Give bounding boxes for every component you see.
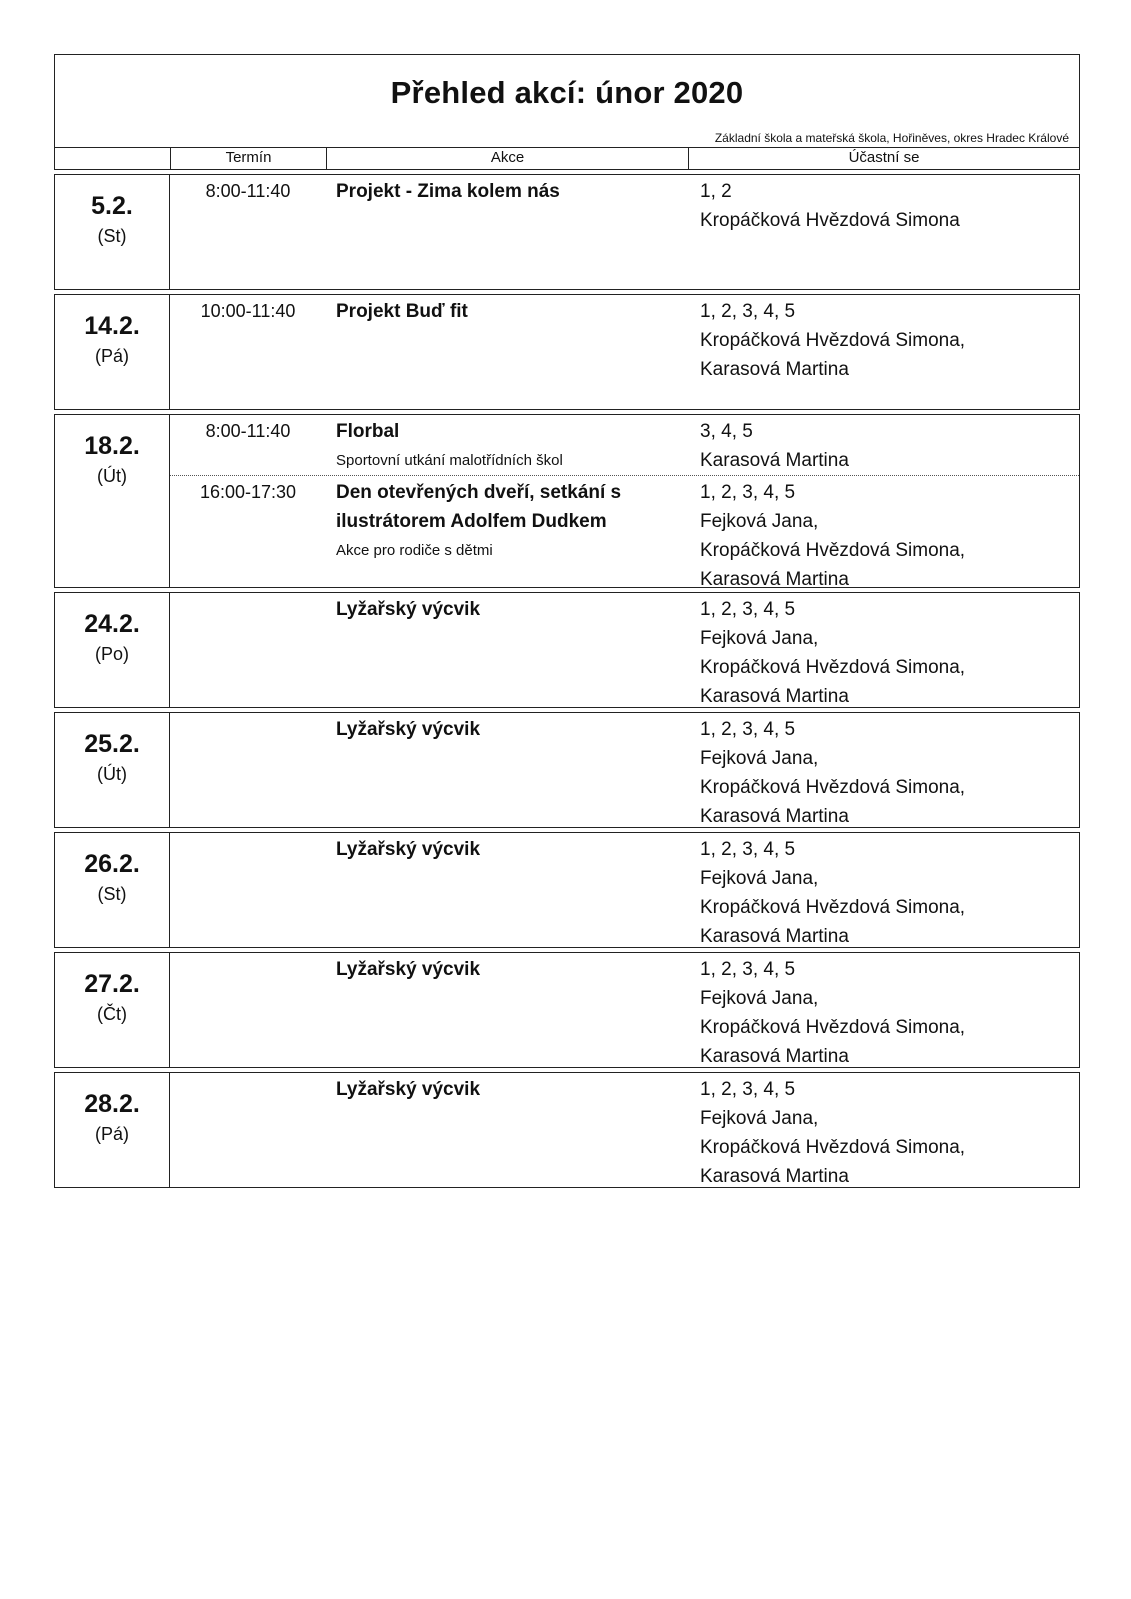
participant-line: Fejková Jana, [700, 868, 819, 889]
date-cell [55, 1073, 170, 1187]
school-name: Základní škola a mateřská škola, Hořiněves, okres Hradec Králové [714, 131, 1069, 145]
date-number: 18.2. [84, 432, 140, 460]
participant-line: 1, 2, 3, 4, 5 [700, 1079, 796, 1100]
weekday-label: (St) [97, 884, 127, 904]
event-participants [688, 175, 1079, 289]
participant-line: 1, 2, 3, 4, 5 [700, 719, 796, 740]
event-list [170, 593, 1079, 707]
event-row [170, 295, 1079, 409]
participant-line: Kropáčková Hvězdová Simona, [700, 1017, 966, 1038]
day-row [54, 174, 1080, 290]
schedule-document [54, 54, 1080, 1192]
event-list [170, 295, 1079, 409]
day-row [54, 294, 1080, 410]
event-action-cell [326, 1073, 688, 1191]
event-name: Projekt - Zima kolem nás [336, 181, 560, 202]
event-row [170, 833, 1079, 951]
event-action-cell [326, 476, 688, 594]
date-number: 14.2. [84, 312, 140, 340]
event-time [170, 833, 326, 951]
participant-line: Fejková Jana, [700, 1108, 819, 1129]
page-title: Přehled akcí: únor 2020 [390, 75, 744, 110]
event-list [170, 415, 1079, 590]
event-action-cell [326, 415, 688, 475]
participant-line: Karasová Martina [700, 1166, 849, 1187]
participant-line: Kropáčková Hvězdová Simona, [700, 777, 966, 798]
event-action-cell [326, 833, 688, 951]
column-header-time: Termín [170, 148, 326, 169]
column-header-participants: Účastní se [688, 148, 1079, 169]
event-time [170, 953, 326, 1071]
date-cell [55, 175, 170, 289]
event-participants [688, 295, 1079, 409]
date-number: 25.2. [84, 730, 140, 758]
date-cell [55, 953, 170, 1067]
event-participants [688, 953, 1079, 1071]
weekday-label: (Út) [97, 764, 127, 784]
weekday-label: (Čt) [97, 1004, 127, 1024]
participant-line: 1, 2, 3, 4, 5 [700, 959, 796, 980]
day-row [54, 414, 1080, 588]
column-header-action: Akce [326, 148, 688, 169]
participant-line: Fejková Jana, [700, 748, 819, 769]
event-row [170, 593, 1079, 711]
participant-line: 3, 4, 5 [700, 421, 753, 442]
column-header-date [55, 148, 170, 169]
participant-line: 1, 2, 3, 4, 5 [700, 599, 796, 620]
event-action-cell [326, 175, 688, 289]
event-time: 10:00-11:40 [200, 301, 296, 321]
participant-line: Kropáčková Hvězdová Simona [700, 210, 960, 231]
event-action-cell [326, 593, 688, 711]
event-row [170, 475, 1079, 594]
date-number: 5.2. [91, 192, 133, 220]
participant-line: Karasová Martina [700, 926, 849, 947]
weekday-label: (St) [97, 226, 127, 246]
event-name: Lyžařský výcvik [336, 1079, 481, 1100]
participant-line: Kropáčková Hvězdová Simona, [700, 897, 966, 918]
event-name: Lyžařský výcvik [336, 599, 481, 620]
event-time: 8:00-11:40 [205, 181, 291, 201]
event-time: 16:00-17:30 [199, 482, 297, 502]
event-list [170, 953, 1079, 1067]
event-name: Lyžařský výcvik [336, 959, 481, 980]
event-row [170, 175, 1079, 289]
weekday-label: (Pá) [94, 346, 129, 366]
event-time [170, 1073, 326, 1191]
participant-line: 1, 2, 3, 4, 5 [700, 839, 796, 860]
event-list [170, 833, 1079, 947]
event-action-cell [326, 953, 688, 1071]
event-note: Akce pro rodiče s dětmi [336, 542, 493, 559]
participant-line: Kropáčková Hvězdová Simona, [700, 657, 966, 678]
event-action-cell [326, 295, 688, 409]
day-row [54, 712, 1080, 828]
event-time [170, 593, 326, 711]
document-header [54, 54, 1080, 148]
event-name: Lyžařský výcvik [336, 719, 481, 740]
event-list [170, 175, 1079, 289]
day-row [54, 592, 1080, 708]
participant-line: Karasová Martina [700, 1046, 849, 1067]
event-time: 8:00-11:40 [205, 421, 291, 441]
participant-line: Karasová Martina [700, 569, 849, 590]
participant-line: Fejková Jana, [700, 988, 819, 1009]
event-participants [688, 713, 1079, 831]
participant-line: Kropáčková Hvězdová Simona, [700, 540, 966, 561]
participant-line: Fejková Jana, [700, 511, 819, 532]
event-name: Den otevřených dveří, setkání s ilustrátorem Adolfem Dudkem [336, 482, 622, 532]
participant-line: 1, 2 [700, 181, 732, 202]
participant-line: Fejková Jana, [700, 628, 819, 649]
event-name: Lyžařský výcvik [336, 839, 481, 860]
day-row [54, 1072, 1080, 1188]
weekday-label: (Po) [94, 644, 129, 664]
event-participants [688, 593, 1079, 711]
day-row [54, 952, 1080, 1068]
event-participants [688, 833, 1079, 951]
participant-line: Kropáčková Hvězdová Simona, [700, 1137, 966, 1158]
participant-line: 1, 2, 3, 4, 5 [700, 482, 796, 503]
event-row [170, 1073, 1079, 1191]
event-row [170, 953, 1079, 1071]
day-row [54, 832, 1080, 948]
participant-line: Kropáčková Hvězdová Simona, [700, 330, 966, 351]
event-note: Sportovní utkání malotřídních škol [336, 452, 563, 469]
event-row [170, 415, 1079, 475]
event-time [170, 713, 326, 831]
event-participants [688, 476, 1079, 594]
participant-line: Karasová Martina [700, 359, 849, 380]
column-headers [54, 148, 1080, 170]
participant-line: Karasová Martina [700, 686, 849, 707]
schedule-rows [54, 174, 1080, 1188]
date-number: 28.2. [84, 1090, 140, 1118]
weekday-label: (Út) [97, 466, 127, 486]
date-cell [55, 415, 170, 587]
date-number: 26.2. [84, 850, 140, 878]
date-cell [55, 593, 170, 707]
event-row [170, 713, 1079, 831]
event-action-cell [326, 713, 688, 831]
date-cell [55, 833, 170, 947]
date-number: 24.2. [84, 610, 140, 638]
date-cell [55, 713, 170, 827]
event-list [170, 713, 1079, 827]
event-list [170, 1073, 1079, 1187]
participant-line: 1, 2, 3, 4, 5 [700, 301, 796, 322]
participant-line: Karasová Martina [700, 450, 849, 471]
event-participants [688, 1073, 1079, 1191]
participant-line: Karasová Martina [700, 806, 849, 827]
event-name: Projekt Buď fit [336, 301, 468, 322]
event-name: Florbal [336, 421, 400, 442]
date-number: 27.2. [84, 970, 140, 998]
weekday-label: (Pá) [94, 1124, 129, 1144]
date-cell [55, 295, 170, 409]
event-participants [688, 415, 1079, 475]
